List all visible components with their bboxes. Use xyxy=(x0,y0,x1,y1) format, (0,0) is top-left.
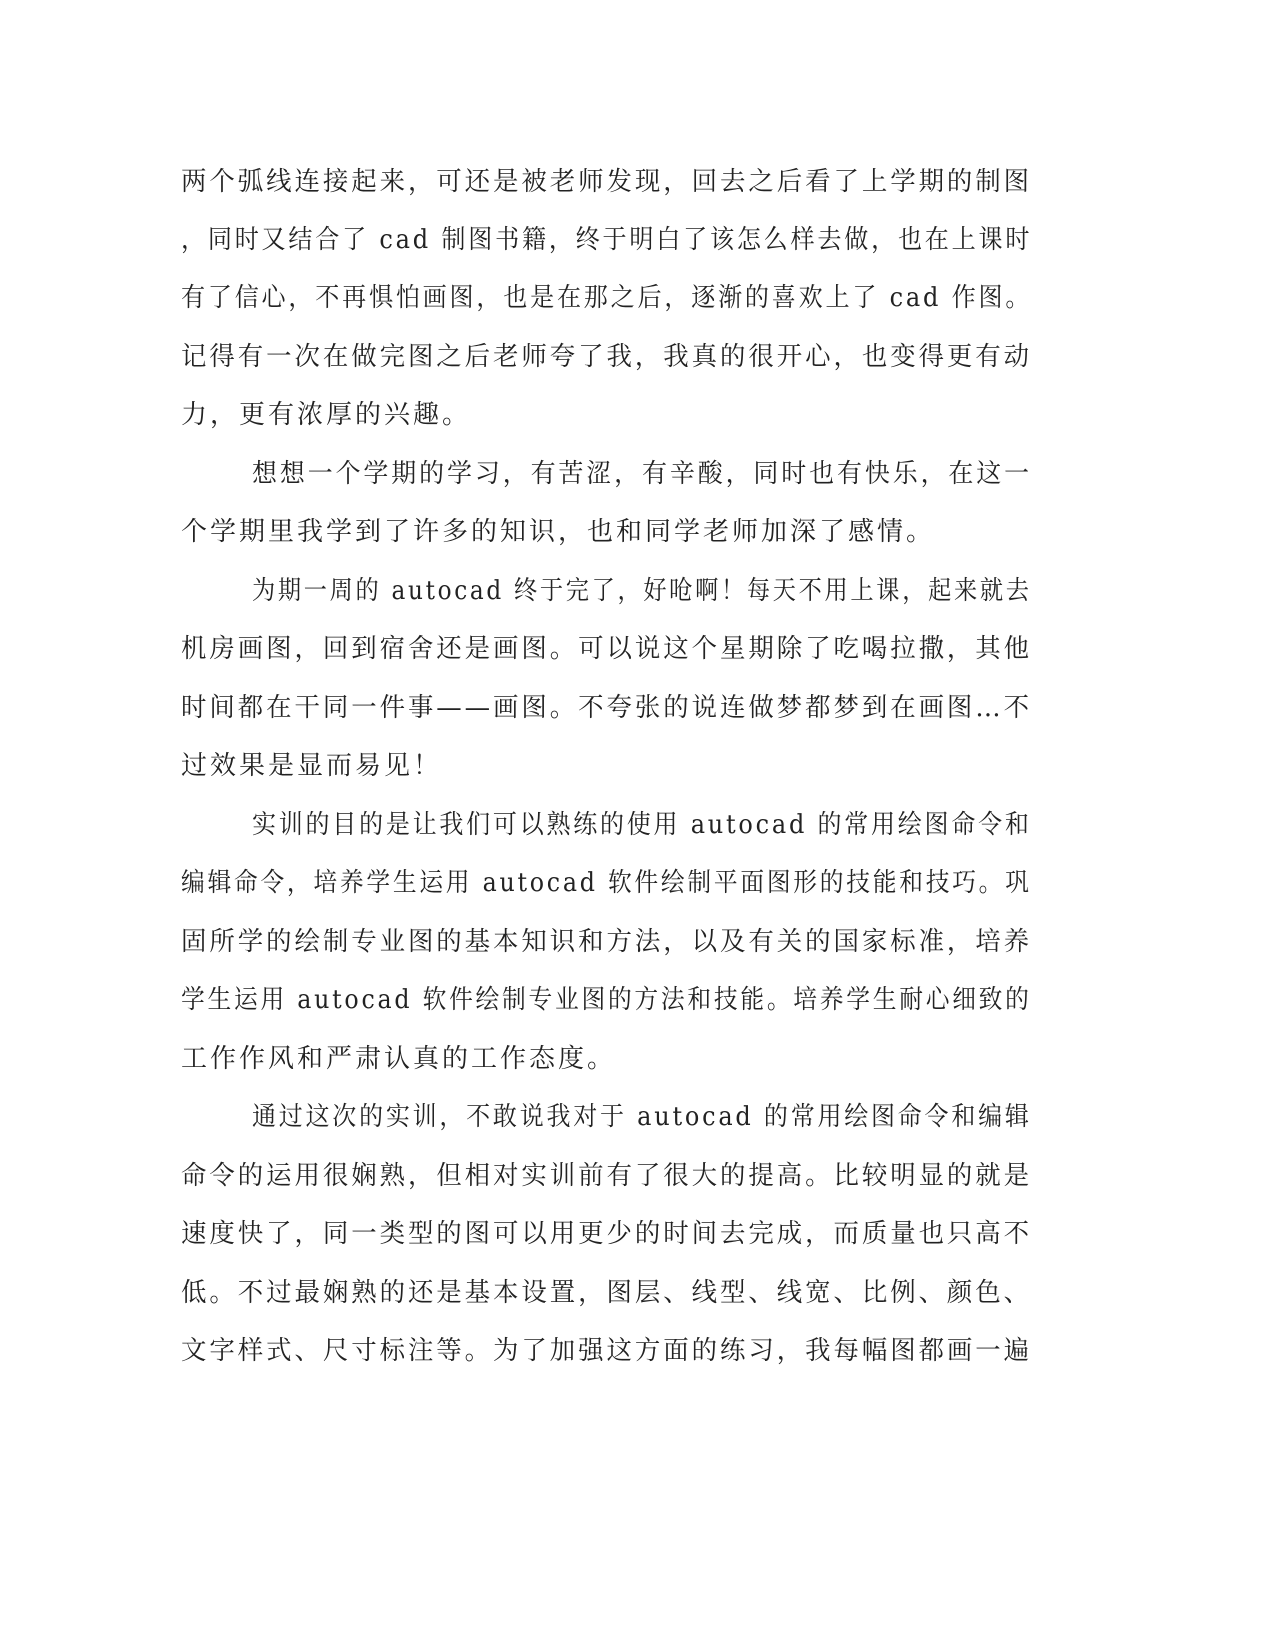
text-line: 时间都在干同一件事——画图。不夸张的说连做梦都梦到在画图…不 xyxy=(181,693,1033,723)
paragraph-first-line: 想想一个学期的学习，有苦涩，有辛酸，同时也有快乐，在这一 xyxy=(252,459,1033,489)
text-line: 记得有一次在做完图之后老师夸了我，我真的很开心，也变得更有动 xyxy=(181,342,1033,372)
text-line: ，同时又结合了 cad 制图书籍，终于明白了该怎么样去做，也在上课时 xyxy=(181,225,1033,255)
text-line: 速度快了，同一类型的图可以用更少的时间去完成，而质量也只高不 xyxy=(181,1219,1033,1249)
paragraph-first-line: 通过这次的实训，不敢说我对于 autocad 的常用绘图命令和编辑 xyxy=(252,1102,1032,1132)
text-line: 个学期里我学到了许多的知识，也和同学老师加深了感情。 xyxy=(181,517,936,547)
text-line: 力，更有浓厚的兴趣。 xyxy=(181,400,472,430)
text-line: 命令的运用很娴熟，但相对实训前有了很大的提高。比较明显的就是 xyxy=(181,1161,1033,1191)
paragraph-first-line: 为期一周的 autocad 终于完了，好呛啊！每天不用上课，起来就去 xyxy=(252,576,1032,606)
text-line: 有了信心，不再惧怕画图，也是在那之后，逐渐的喜欢上了 cad 作图。 xyxy=(181,283,1033,313)
text-line: 过效果是显而易见！ xyxy=(181,751,443,781)
text-line: 学生运用 autocad 软件绘制专业图的方法和技能。培养学生耐心细致的 xyxy=(181,985,1032,1015)
text-line: 低。不过最娴熟的还是基本设置，图层、线型、线宽、比例、颜色、 xyxy=(181,1278,1033,1308)
text-line: 工作作风和严肃认真的工作态度。 xyxy=(181,1044,617,1074)
text-line: 编辑命令，培养学生运用 autocad 软件绘制平面图形的技能和技巧。巩 xyxy=(181,868,1032,898)
paragraph-first-line: 实训的目的是让我们可以熟练的使用 autocad 的常用绘图命令和 xyxy=(252,810,1032,840)
text-line: 文字样式、尺寸标注等。为了加强这方面的练习，我每幅图都画一遍 xyxy=(181,1336,1033,1366)
text-line: 机房画图，回到宿舍还是画图。可以说这个星期除了吃喝拉撒，其他 xyxy=(181,634,1033,664)
text-line: 固所学的绘制专业图的基本知识和方法，以及有关的国家标准，培养 xyxy=(181,927,1033,957)
text-line: 两个弧线连接起来，可还是被老师发现，回去之后看了上学期的制图 xyxy=(181,167,1033,197)
